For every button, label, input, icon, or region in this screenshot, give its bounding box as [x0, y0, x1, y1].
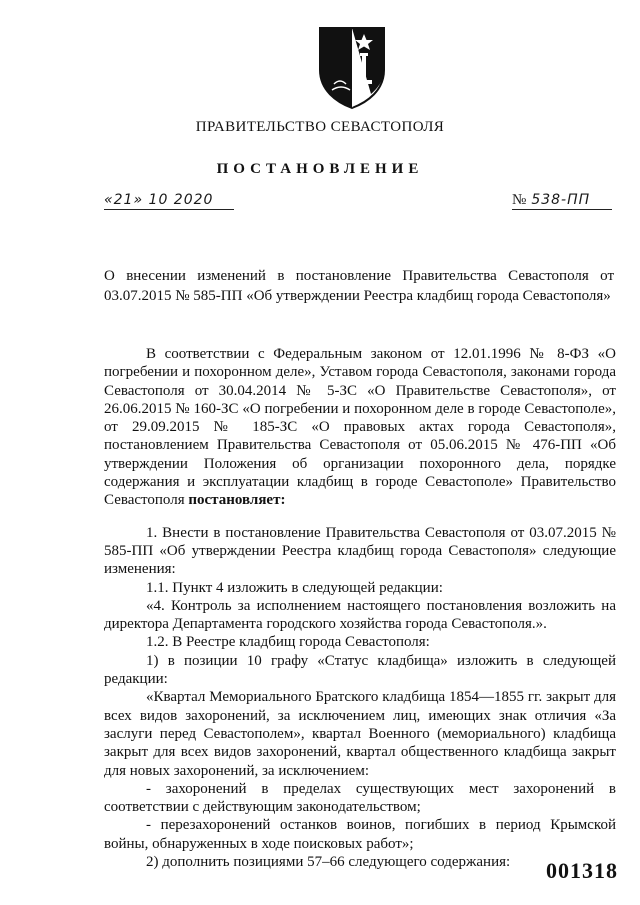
item-1-1: 1.1. Пункт 4 изложить в следующей редакции:	[146, 579, 443, 596]
serial-number: 001318	[546, 858, 618, 883]
document-type: ПОСТАНОВЛЕНИЕ	[216, 161, 424, 177]
exception-item-2: - перезахоронений останков воинов, погибших в период Крымской войны, обнаруженных в ходе поисковых работ»;	[104, 817, 616, 852]
document-body	[104, 345, 616, 871]
document-subject: О внесении изменений в постановление Правительства Севастополя от 03.07.2015 № 585-ПП «Об утверждении Реестра кладбищ города Севастополя»	[104, 268, 614, 304]
status-quote: «Квартал Мемориального Братского кладбища 1854—1855 гг. закрыт для всех видов захоронений, за исключением лиц, имеющих знак отличия «За заслуги перед Севастополем», квартал Военного (мемориального) кладбища закрыт для всех видов захоронений, квартал общественного кладбища закрыт для новых захоронений, за исключением:	[104, 689, 616, 779]
date-handwritten: «21» 10 2020	[104, 192, 214, 208]
item-1-2-1: 1) в позиции 10 графу «Статус кладбища» изложить в следующей редакции:	[104, 652, 616, 688]
item-1-1-text: «4. Контроль за исполнением настоящего постановления возложить на директора Департамента городского хозяйства города Севастополя.».	[104, 597, 616, 633]
number-field	[512, 191, 612, 210]
item-1-2: 1.2. В Реестре кладбищ города Севастополя:	[146, 634, 430, 651]
date-field	[104, 191, 234, 210]
resolves-word: постановляет:	[188, 492, 286, 509]
exception-item-1: - захоронений в пределах существующих мест захоронений в соответствии с действующим законодательством;	[104, 780, 616, 816]
item-1-2-2: 2) дополнить позициями 57–66 следующего содержания:	[146, 854, 511, 871]
coat-of-arms-icon	[316, 24, 388, 110]
number-handwritten: 538-ПП	[531, 192, 591, 208]
preamble-text: В соответствии с Федеральным законом от 12.01.1996 № 8-ФЗ «О погребении и похоронном деле», Уставом города Севастополя, законами города Севастополя от 30.04.2014 № 5-ЗС «О Правительстве Севастополя», от 26.06.2015 № 160-ЗС «О погребении и похоронном деле в городе Севастополе», от 29.09.2015 № 185-ЗС «О правовых актах города Севастополя», постановлением Правительства Севастополя от 05.06.2015 № 476-ПП «Об утверждении Положения об организации похоронного дела, порядке содержания и эксплуатации кладбищ в городе Севастополе» Правительство Севастополя	[104, 346, 616, 509]
government-title: ПРАВИТЕЛЬСТВО СЕВАСТОПОЛЯ	[195, 119, 445, 135]
number-sign: №	[512, 192, 528, 208]
item-1: 1. Внести в постановление Правительства Севастополя от 03.07.2015 № 585-ПП «Об утверждении Реестра кладбищ города Севастополя» следующие изменения:	[104, 524, 616, 578]
preamble-paragraph	[104, 345, 616, 510]
